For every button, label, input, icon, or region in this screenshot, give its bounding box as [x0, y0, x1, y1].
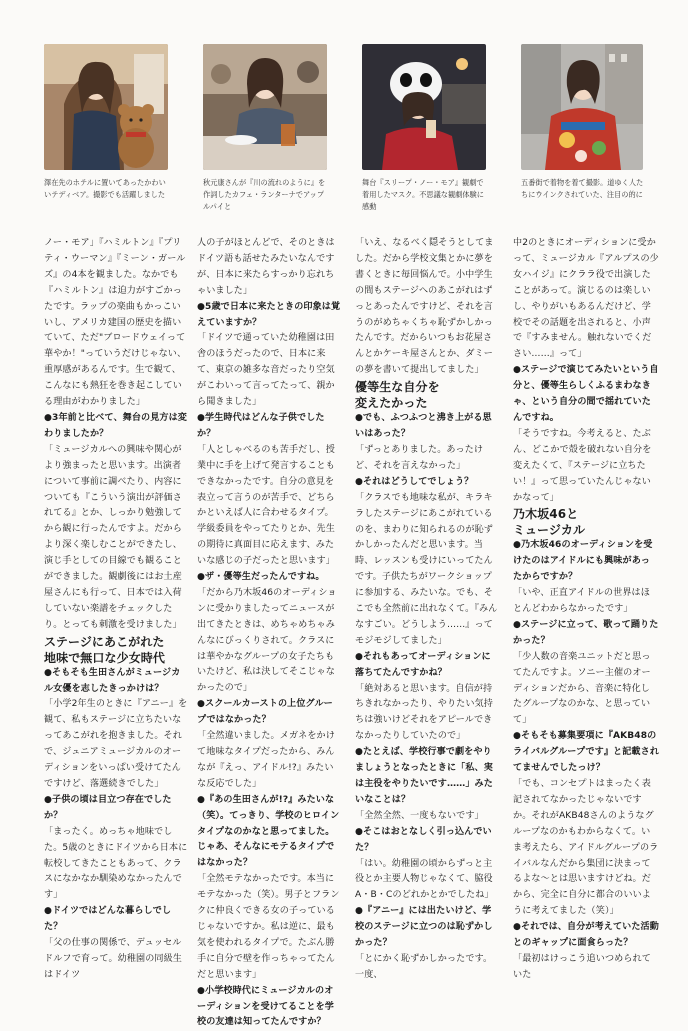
interview-question: ●乃木坂46のオーディションを受けたのはアイドルにも興味があったからですか？ [513, 540, 653, 583]
photo-caption: 澤在先のホテルに置いてあったかわいいテディベア。撮影でも活躍しました [44, 178, 166, 199]
interview-question: ●ステージに立って、歌って踊りたかった？ [513, 619, 659, 646]
photo-caption: 舞台『スリープ・ノー・モア』観劇で着用したマスク。不思議な観劇体験に感動 [362, 178, 484, 211]
interview-answer: 「ずっとありました。あったけど、それを言えなかった」 [355, 444, 484, 471]
photo-kimono [521, 44, 643, 170]
interview-answer: 「絶対あると思います。自信が持ちきれなかったり、やりたい気持ちは強いけどそれをアピールできなかったりしていたので」 [355, 683, 493, 742]
interview-answer: 「全然全然、一度もないです」 [355, 810, 484, 821]
interview-answer: ノー・モア」『ハミルトン』『プリティ・ウーマン』『ミーン・ガールズ』の4本を観ました。なかでも『ハミルトン』は迫力がすごかったです。ラップの楽曲もかっこいいし、アメリカ建国の歴史を描いていて、ただ"ブロードウェイって華やか！"っていうだけじゃない、重厚感があるんです。生で観て、こんなにも熱狂を巻き起こしている理由がわかりました」 [44, 238, 187, 408]
interview-question: ●ドイツではどんな暮らしでした？ [44, 906, 172, 933]
interview-question: ●それはどうしてでしょう？ [355, 476, 474, 487]
interview-answer: 「とにかく恥ずかしかったです。一度、 [355, 953, 493, 980]
interview-answer: 「ミュージカルへの興味や関心がより強まったと思います。出演者について事前に調べたり、内容についても『こういう演出が評価されてる』とか、しっかり勉強してから観に行ったんですよ。だからより深く楽しむことができたし、演じ手としての目線でも観ることができました。観劇後にはお土産屋さんにも行って、日本では入荷していない楽譜をチェックしたり。とっても刺激を受けました」 [44, 444, 182, 630]
interview-question: ●それでは、自分が考えていた活動とのギャップに面食らった？ [513, 922, 659, 949]
interview-question: ●5歳で日本に来たときの印象は覚えていますか？ [197, 301, 341, 328]
interview-answer: 「全然違いました。メガネをかけて地味なタイプだったから、みんなが『えっ、アイドル!?』みたいな反応でした」 [197, 731, 335, 789]
interview-answer: 「そうですね。今考えると、たぶん、どこかで殻を破れない自分を変えたくて、『ステージに立ちたい！』って思っていたんじゃないかなって」 [513, 428, 652, 503]
interview-answer: 「はい。幼稚園の頃からずっと主役とか主要人物じゃなくて、脇役A・B・Cのどれかとかでしたね」 [355, 858, 494, 901]
photo-caption: 秋元康さんが『川の流れのように』を作詞したカフェ・ランターナでアップルパイと [203, 178, 326, 211]
interview-answer: 「最初はけっこう追いつめられていた [513, 953, 651, 980]
interview-answer: 中2のときにオーディションに受かって、ミュージカル『アルプスの少女ハイジ』にクララ役で出演したことがあって。演じるのは楽しいし、やりがいもあるんだけど、学校でその話題を出されると、小声で『すみません。触れないでください……』って」 [513, 238, 659, 360]
article-column-1 [44, 236, 188, 984]
interview-question: ●ステージで演じてみたいという自分と、優等生らしくふるまわなきゃ、という自分の間で揺れていたんですね。 [513, 365, 659, 423]
interview-question: ●小学校時代にミュージカルのオーディションを受けてることを学校の友達は知ってたんですか？ [197, 985, 334, 1028]
photo-caption: 五番街で着物を着て撮影。道ゆく人たちにウインクされていた、注目の的に [521, 178, 644, 199]
interview-answer: 「いえ、なるべく隠そうとしてました。だから学校文集とかに夢を書くときに毎回悩んで。小中学生の間もステージへのあこがれはずっとあったんですけど、それを言うのがめちゃくちゃ恥ずかしかったんです。だからいつもお花屋さんとかケーキ屋さんとか、ダミーの夢を書いて提出してました」 [355, 238, 494, 376]
section-heading: 優等生な自分を 変えたかった [355, 380, 440, 411]
interview-answer: 「だから乃木坂46のオーディションに受かりましたってニュースが出てきたときは、めちゃめちゃみんなにびっくりされて。クラスには華やかなグループの女子たちもいたけど、私は決してそこじゃなかったので」 [197, 587, 337, 694]
article-column-3 [355, 236, 499, 984]
section-heading: ステージにあこがれた 地味で無口な少女時代 [44, 634, 166, 665]
article-column-2 [197, 236, 341, 1031]
photo-mask [362, 44, 486, 170]
article-column-4 [513, 236, 659, 984]
interview-question: ●学生時代はどんな子供でしたか？ [197, 412, 325, 439]
interview-question: ●そもそも募集要項に『AKB48のライバルグループです』と記載されてませんでしたっけ？ [513, 731, 660, 774]
interview-answer: 「いや、正直アイドルの世界はほとんどわからなかったです」 [513, 588, 650, 615]
interview-question: ●『アニー』には出たいけど、学校のステージに立つのは恥ずかしかった？ [355, 906, 493, 949]
interview-question: ●子供の頃は目立つ存在でしたか？ [44, 794, 172, 821]
interview-question: ●そこはおとなしく引っ込んでいた？ [355, 826, 492, 853]
interview-answer: 「人としゃべるのも苦手だし、授業中に手を上げて発言することもできなかったです。自分の意見を表立って言うのが苦手で、どちらかといえば人に合わせるタイプ。学級委員をやってたりとか、先生の期待に真面目に応えます、みたいな感じの子だったと思います」 [197, 444, 335, 567]
interview-question: ●『あの生田さんが!?』みたいな（笑）。てっきり、学校のヒロインタイプなのかなと思ってました。じゃあ、そんなにモテるタイプではなかった？ [197, 794, 340, 869]
section-heading: 乃木坂46と ミュージカル [513, 507, 586, 538]
interview-answer: 「ドイツで通っていた幼稚園は田舎のほうだったので、日本に来て、東京の雑多な音だったり空気がこわいって言ってたって、親から聞きました」 [197, 333, 335, 408]
interview-question: ●そもそも生田さんがミュージカル女優を志したきっかけは？ [44, 667, 181, 694]
interview-question: ●ザ・優等生だったんですね。 [197, 572, 325, 583]
interview-answer: 「クラスでも地味な私が、キラキラしたステージにあこがれているのを、まわりに知られるのが恥ずかしかったんだと思います。当時、レッスンも受けにいってたんです。子供たちがワークショップに参加する、みたいな。でも、そこでも全然前に出れなくて。『みんなすごい。どうしよう……』ってモジモジしてました」 [355, 492, 498, 646]
interview-answer: 「父の仕事の関係で、デュッセルドルフで育って。幼稚園の同級生はドイツ [44, 938, 182, 980]
interview-question: ●たとえば、学校行事で劇をやりましょうとなったときに「私、実は主役をやりたいです……」みたいなことは？ [355, 747, 493, 805]
interview-answer: 「でも、コンセプトはまったく表記されてなかったじゃないですか。それがAKB48さんのようなグループなのかもわからなくて。いま考えたら、アイドルグループのライバルなんだから集団に決まってるよな〜とは思いますけどね。だから、完全に自分に都合のいいように考えてました（笑）」 [513, 779, 659, 917]
interview-question: ●3年前と比べて、舞台の見方は変わりましたか？ [44, 412, 187, 439]
interview-question: ●でも、ふつふつと沸き上がる思いはあった？ [355, 413, 492, 440]
interview-answer: 「少人数の音楽ユニットだと思ってたんですよ。ソニー主催のオーディションだから、音楽に特化したグループなのかな、と思っていて」 [513, 651, 651, 726]
interview-answer: 「まったく。めっちゃ地味でした。5歳のときにドイツから日本に転校してきたこともあって、クラスになかなか馴染めなかったんです」 [44, 826, 188, 901]
interview-answer: 人の子がほとんどで、そのときはドイツ語も話せたみたいなんですが、日本に来たらすっかり忘れちゃいました」 [197, 238, 335, 296]
interview-question: ●スクールカーストの上位グループではなかった？ [197, 699, 333, 726]
interview-answer: 「全然モテなかったです。本当にモテなかった（笑）。男子とフランクに仲良くできる女の子っているじゃないですか。私は逆に、最も気を使われるタイプで。たぶん勝手に自分で壁を作っちゃってたんだと思います」 [197, 874, 340, 980]
photo-teddy-bear [44, 44, 168, 170]
interview-answer: 「小学2年生のときに『アニー』を観て、私もステージに立ちたいなってあこがれを抱きました。それで、ジュニアミュージカルのオーディションをいっぱい受けてたんですけど、落選続きでした」 [44, 699, 188, 789]
interview-question: ●それもあってオーディションに落ちてたんですかね？ [355, 651, 491, 678]
photo-cafe [203, 44, 327, 170]
